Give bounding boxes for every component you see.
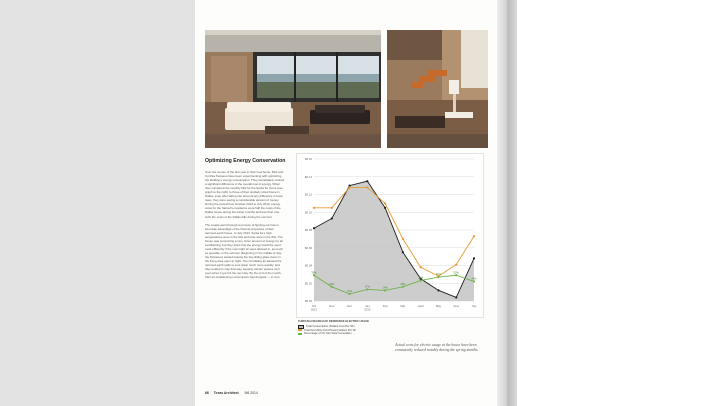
series-net-point	[384, 202, 386, 204]
page-footer	[205, 391, 263, 395]
y-tick-label: $0.12	[305, 192, 312, 197]
series-net-point	[348, 186, 350, 188]
series-solar-point	[402, 286, 404, 288]
x-tick-label-year: 2013	[364, 307, 371, 312]
y-tick-label: $0.00	[305, 299, 312, 303]
series-net-point	[331, 207, 333, 209]
data-label-solar: 53%	[453, 271, 459, 275]
series-net-point	[420, 266, 422, 268]
chart-caption: Actual costs for electric usage at the house have been consistently reduced notably during the spring months.	[395, 343, 479, 352]
interior-stair-photo	[387, 30, 488, 148]
legend-title: THROUGH SEARCH OF RESIDENCE ELECTRIC USAGE	[298, 320, 370, 323]
series-solar-point	[331, 286, 333, 288]
y-tick-label: $0.10	[305, 210, 312, 215]
page-spine	[497, 0, 517, 406]
series-solar-point	[348, 293, 350, 295]
series-solar-point	[473, 280, 475, 282]
series-total-point	[473, 257, 475, 259]
data-label-solar: 17%	[364, 285, 370, 289]
x-tick-label: Jan	[365, 304, 370, 308]
background-right	[517, 0, 710, 406]
article-heading: Optimizing Energy Conservation	[205, 158, 286, 164]
y-tick-label: $0.04	[305, 263, 312, 268]
living-room-photo	[205, 30, 381, 148]
x-tick-label: Oct	[311, 304, 317, 308]
series-solar-point	[366, 288, 368, 290]
legend-label-solar: Percentage of On-Site Solar Generation	[304, 332, 352, 335]
series-net-point	[402, 238, 404, 240]
series-solar-point	[420, 279, 422, 281]
x-tick-label: Nov	[329, 304, 335, 308]
series-total-point	[384, 207, 386, 209]
series-total-point	[331, 217, 333, 219]
article-body	[205, 170, 285, 283]
x-tick-label: Dec	[347, 304, 353, 308]
energy-usage-chart	[296, 153, 484, 318]
series-net-point	[313, 207, 315, 209]
data-label-solar: 12%	[346, 289, 353, 293]
chart-legend	[298, 320, 388, 336]
series-net-point	[473, 235, 475, 237]
legend-label-total: Total Consumption (Dollars Cost Per SF)	[306, 324, 355, 328]
y-tick-label: $0.14	[305, 174, 312, 179]
y-tick-label: $0.16	[305, 157, 312, 161]
series-net-point	[455, 264, 457, 266]
issue-date: 5/6 2014	[244, 391, 258, 395]
series-net-point	[366, 186, 368, 188]
series-solar-point	[437, 276, 439, 278]
legend-item-solar	[298, 332, 388, 336]
x-tick-label: Mar	[400, 304, 406, 308]
x-tick-label: June	[453, 304, 460, 308]
series-solar-point	[313, 274, 315, 276]
legend-swatch-net	[298, 329, 302, 331]
legend-label-net: Total Net Utility (Grid Power) Dollars Per SF	[304, 328, 357, 332]
data-label-solar: 33%	[418, 276, 424, 280]
legend-swatch-solar	[298, 333, 302, 335]
article-paragraph-1: Over the course of the first year in their new home, Rick and Cynthia Tarcasso have been experimenting with optimizing the building's energy consumption. They immediately noticed a significant difference in the overall cost of energy. When they compared the monthly bills for the Santa Fe home (see graph to the right) to those of their similarly sized home in Dallas, even after taking into account any difference in local rates, they were saving a considerable amount of money. During the period from October 2012 to July 2013, energy costs for the Santa Fe residence were half the costs of the Dallas house during the winter months and less than one-sixth the costs of the Dallas bills during the summer.	[205, 170, 285, 219]
y-tick-label: $0.06	[305, 245, 312, 250]
data-label-solar: 18%	[400, 282, 406, 286]
series-total-point	[437, 289, 439, 291]
x-tick-label-year: 2012	[310, 307, 318, 312]
series-solar-point	[455, 274, 457, 276]
x-tick-label: May	[435, 304, 442, 308]
article-paragraph-2: The couple went through a process of figuring out how to best take advantage of the thermal properties of their rammed-earth house. In July 2013, Santa Fe's high temperatures were in the 90s and lows were in the 60s. The house was consuming a very minor amount of energy for air conditioning, but they knew that the energy would be used most efficiently if the cool night air were allowed in, as much as possible, in the summer. Beginning in the middle of July, the Tarcassos started leaving the big sliding glass doors in the living area open at night. The circulating air allowed the rammed-earth walls to cool down much more quickly, and they tended to stay that way, keeping interior spaces cool even when it got hot the next day. By the end of the month, their air-conditioning consumption had dropped — to zero.	[205, 222, 284, 280]
series-total-point	[313, 227, 315, 229]
y-tick-label: $0.08	[305, 228, 312, 232]
magazine-name: Texas Architect	[213, 391, 239, 395]
data-label-solar: 42%	[435, 273, 442, 277]
page-number: 66	[205, 391, 209, 395]
data-label-solar: 22%	[329, 282, 335, 286]
series-total-point	[366, 180, 368, 182]
y-tick-label: $0.02	[305, 281, 312, 286]
background-left	[0, 0, 195, 406]
x-tick-label: Feb	[382, 304, 388, 308]
data-label-solar: 14%	[382, 286, 388, 290]
series-total-point	[455, 296, 457, 298]
x-tick-label: April	[417, 304, 424, 308]
series-total-point	[402, 251, 404, 253]
x-tick-label: July	[471, 304, 477, 308]
data-label-solar: 40%	[471, 277, 477, 281]
series-solar-point	[384, 289, 386, 291]
data-label-solar: 39%	[311, 271, 317, 275]
